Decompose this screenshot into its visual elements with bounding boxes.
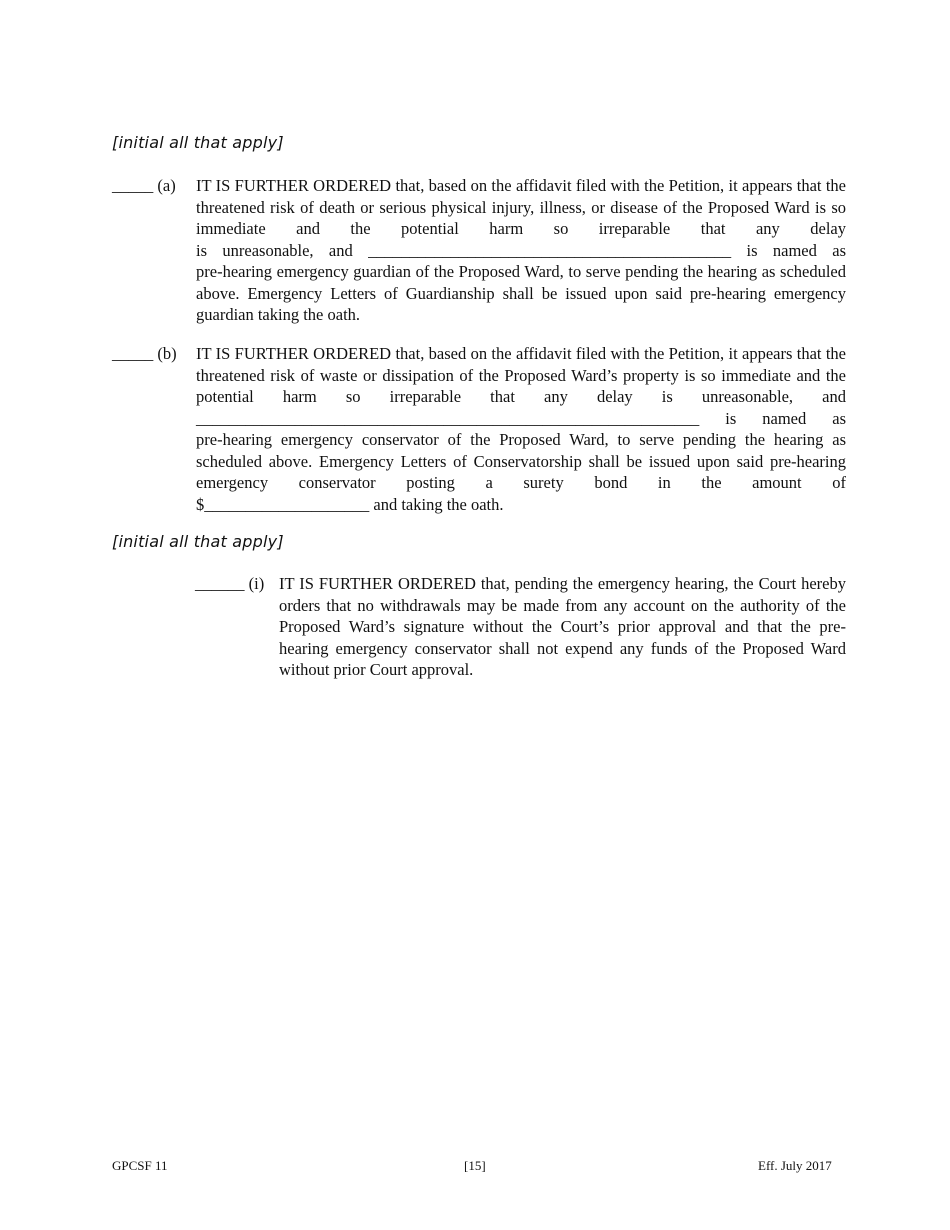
- order-a-paragraph-part-2: pre-hearing emergency guardian of the Proposed Ward, to serve pending the hearing as scheduled above. Emergency Letters of Guardianship shall be issued upon said pre-hearing emergency guardian taking the oath.: [196, 262, 846, 324]
- order-text-a: [196, 175, 846, 326]
- initial-blank-a[interactable]: _____ (a): [112, 176, 176, 195]
- order-text-i: IT IS FURTHER ORDERED that, pending the emergency hearing, the Court hereby orders that no withdrawals may be made from any account on the authority of the Proposed Ward’s signature without the Court’s prior approval and that the pre-hearing emergency conservator shall not expend any funds of the Proposed Ward without prior Court approval.: [279, 574, 846, 679]
- guardian-name-line[interactable]: is unreasonable, and ____________________________________________ is named as: [196, 240, 846, 260]
- footer-effective-date: Eff. July 2017: [758, 1158, 832, 1173]
- order-item-a: [112, 175, 846, 326]
- order-item-i: [195, 573, 846, 681]
- footer-page-number: [15]: [464, 1158, 486, 1173]
- bond-amount-line[interactable]: $____________________ and taking the oath.: [196, 494, 504, 514]
- order-a-paragraph-part-1: IT IS FURTHER ORDERED that, based on the affidavit filed with the Petition, it appears that the threatened risk of death or serious physical injury, illness, or disease of the Proposed Ward is so immediate and the potential harm so irreparable that any delay: [196, 176, 846, 238]
- conservator-name-line[interactable]: _____________________________________________________________ is named as: [196, 408, 846, 428]
- order-text-b: [196, 343, 846, 515]
- order-item-b: [112, 343, 846, 515]
- footer-form-id: GPCSF 11: [112, 1158, 168, 1173]
- order-b-paragraph-part-2: pre-hearing emergency conservator of the Proposed Ward, to serve pending the hearing as scheduled above. Emergency Letters of Conservatorship shall be issued upon said pre-hearing emergency conservator posting a surety bond in the amount of: [196, 430, 846, 492]
- initial-instruction-heading-2: [initial all that apply]: [112, 532, 284, 551]
- initial-blank-i[interactable]: ______ (i): [195, 574, 265, 593]
- order-b-paragraph-part-1: IT IS FURTHER ORDERED that, based on the affidavit filed with the Petition, it appears that the threatened risk of waste or dissipation of the Proposed Ward’s property is so immediate and the potential harm so irreparable that any delay is unreasonable, and: [196, 344, 846, 406]
- initial-blank-b[interactable]: _____ (b): [112, 344, 177, 363]
- initial-instruction-heading-1: [initial all that apply]: [112, 133, 284, 152]
